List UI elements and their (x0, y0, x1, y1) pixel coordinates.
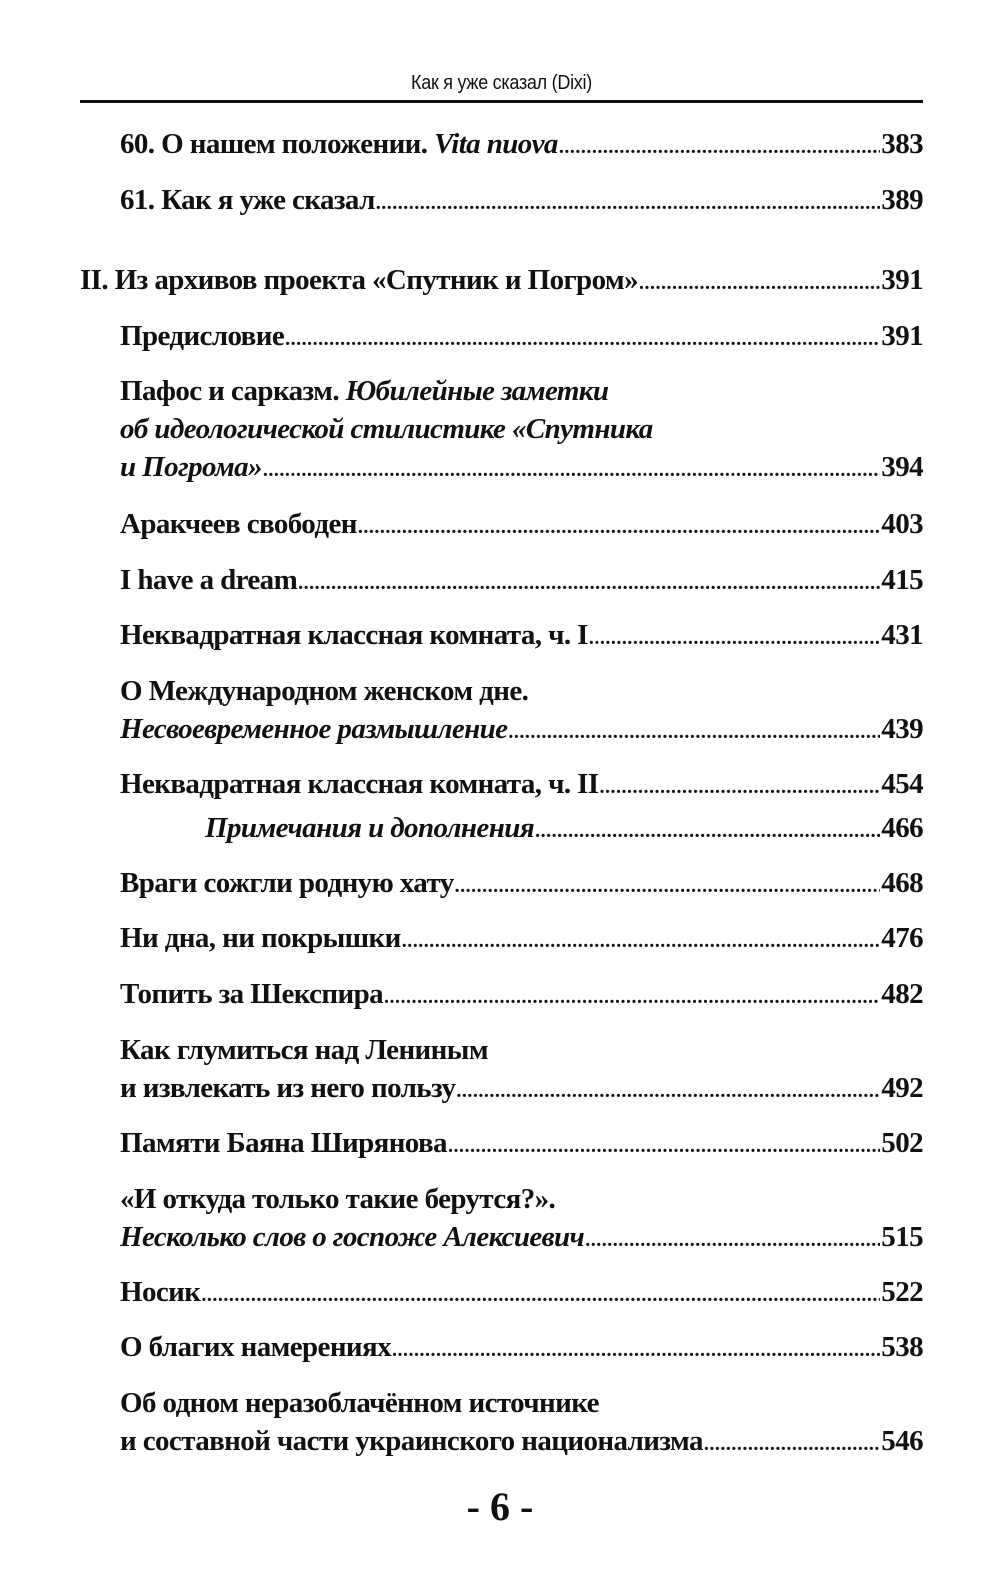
page-number: - 6 - (466, 1484, 534, 1529)
toc-entry[interactable] (120, 864, 923, 905)
toc-entry[interactable] (120, 1031, 923, 1110)
toc-entry[interactable] (120, 1273, 923, 1314)
toc-entry-title: Несколько слов о госпоже Алексиевич (120, 1221, 585, 1253)
toc-page-number: 492 (881, 1072, 923, 1104)
toc-entry-title: 61. Как я уже сказал (120, 184, 375, 216)
toc-page-number: 466 (881, 812, 923, 844)
toc-entry-title: Памяти Баяна Ширянова (120, 1127, 447, 1159)
dot-leader (402, 922, 881, 960)
dot-leader (298, 564, 880, 602)
toc-entry[interactable] (120, 1124, 923, 1165)
toc-page-number: 502 (881, 1127, 923, 1159)
toc-entry-title: и Погрома» (120, 451, 262, 483)
toc-page-number: 454 (881, 768, 923, 800)
toc-entry-title: Аракчеев свободен (120, 508, 357, 540)
toc-entry[interactable] (120, 1384, 923, 1463)
toc-entry-title: Ни дна, ни покрышки (120, 922, 401, 954)
toc-page-number: 538 (881, 1331, 923, 1363)
dot-leader (358, 508, 880, 546)
toc-page-number: 391 (881, 320, 923, 352)
dot-leader (384, 978, 880, 1016)
toc-entry-title: Неквадратная классная комната, ч. II (120, 768, 599, 800)
toc-entry[interactable] (120, 561, 923, 602)
toc-page-number: 394 (881, 451, 923, 483)
toc-entry[interactable] (120, 181, 923, 222)
header-rule (80, 100, 923, 103)
toc-page-number: 482 (881, 978, 923, 1010)
toc-entry-title: Предисловие (120, 320, 285, 352)
toc-entry[interactable] (120, 505, 923, 546)
toc-page-number: 403 (881, 508, 923, 540)
toc-entry-title: Носик (120, 1276, 201, 1308)
toc-entry[interactable] (120, 616, 923, 657)
toc-page-number: 439 (881, 713, 923, 745)
dot-leader (455, 867, 881, 905)
toc-entry-title: и извлекать из него пользу (120, 1072, 456, 1104)
toc-entry-title: Враги сожгли родную хату (120, 867, 454, 899)
dot-leader (639, 264, 880, 302)
toc-page-number: 389 (881, 184, 923, 216)
dot-leader (263, 451, 880, 489)
dot-leader (201, 1276, 880, 1314)
toc-page-number: 415 (881, 564, 923, 596)
dot-leader (392, 1331, 880, 1369)
toc-page-number: 515 (881, 1221, 923, 1253)
toc-entry-title: Несвоевременное размышление (120, 713, 508, 745)
toc-entry-title: II. Из архивов проекта «Спутник и Погром» (80, 264, 638, 296)
toc-entry[interactable] (120, 1328, 923, 1369)
toc-page-number: 391 (881, 264, 923, 296)
toc-entry-title: Топить за Шекспира (120, 978, 384, 1010)
dot-leader (456, 1072, 880, 1110)
toc-page-number: 468 (881, 867, 923, 899)
dot-leader (600, 768, 881, 806)
toc-page-number: 476 (881, 922, 923, 954)
toc-entry[interactable] (120, 975, 923, 1016)
toc-entry-title: и составной части украинского национализма (120, 1425, 703, 1457)
dot-leader (448, 1127, 880, 1165)
dot-leader (585, 1221, 880, 1259)
toc-section-heading[interactable] (80, 261, 923, 302)
toc-entry[interactable] (120, 919, 923, 960)
toc-entry-title-line: Об одном неразоблачённом источнике (120, 1387, 599, 1419)
toc-entry-title-line: О Международном женском дне. (120, 675, 529, 707)
dot-leader (704, 1425, 880, 1463)
toc-entry-title-line: об идеологической стилистике «Спутника (120, 413, 653, 445)
toc-entry[interactable] (120, 765, 923, 806)
toc-entry-title: О благих намерениях (120, 1331, 392, 1363)
toc-subentry[interactable] (205, 809, 923, 850)
toc-entry-title: Примечания и дополнения (205, 812, 535, 844)
dot-leader (376, 184, 881, 222)
toc-entry[interactable] (120, 125, 923, 166)
dot-leader (508, 713, 880, 751)
toc-page-number: 383 (881, 128, 923, 160)
running-head: Как я уже сказал (Dixi) (410, 72, 592, 94)
dot-leader (535, 812, 880, 850)
toc-page-number: 431 (881, 619, 923, 651)
toc-page-number: 522 (881, 1276, 923, 1308)
toc-entry[interactable] (120, 672, 923, 751)
toc-entry-title-line: Пафос и сарказм. Юбилейные заметки (120, 375, 609, 407)
dot-leader (559, 128, 880, 166)
toc-page-number: 546 (881, 1425, 923, 1457)
dot-leader (589, 619, 880, 657)
toc-entry[interactable] (120, 1180, 923, 1259)
toc-entry-title: 60. О нашем положении. Vita nuova (120, 128, 558, 160)
toc-entry-title: I have a dream (120, 564, 298, 596)
toc-entry-title-line: «И откуда только такие берутся?». (120, 1183, 556, 1215)
dot-leader (285, 320, 880, 358)
toc-entry-title-line: Как глумиться над Лениным (120, 1034, 488, 1066)
toc-entry[interactable] (120, 372, 923, 489)
toc-entry-title: Неквадратная классная комната, ч. I (120, 619, 588, 651)
toc-entry[interactable] (120, 317, 923, 358)
